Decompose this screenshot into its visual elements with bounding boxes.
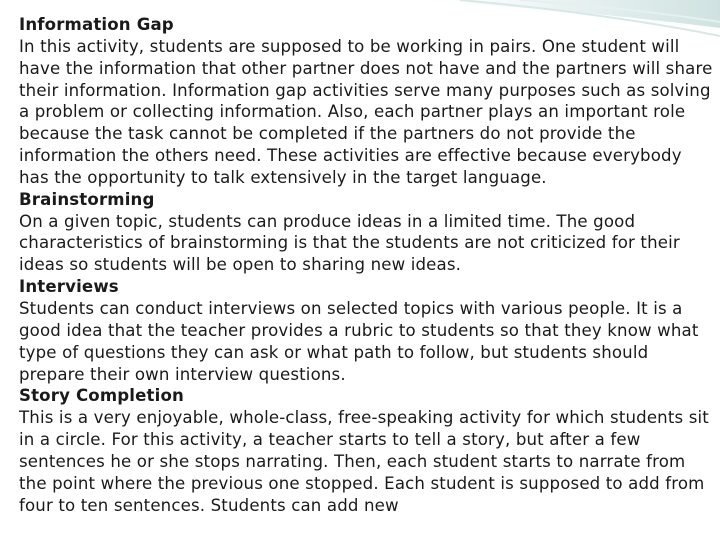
- section-body-interviews: Students can conduct interviews on selected topics with various people. It is a good idea that the teacher provides a rubric to students so that they know what type of questions they can ask or what path to follow, but students should prepare their own interview questions.: [19, 298, 699, 384]
- section-body-brainstorming: On a given topic, students can produce ideas in a limited time. The good characteristics of brainstorming is that the students are not criticized for their ideas so students will be open to sharing new ideas.: [19, 211, 680, 275]
- section-body-information-gap: In this activity, students are supposed to be working in pairs. One student will have the information that other partner does not have and the partners will share their information. Information gap activities serve many purposes such as solving a problem or collecting information. Also, each partner plays an important role because the task cannot be completed if the partners do not provide the information the others need. These activities are effective because everybody has the opportunity to talk extensively in the target language.: [19, 36, 713, 187]
- slide-text-body: [19, 14, 714, 516]
- section-body-story-completion: This is a very enjoyable, whole-class, free-speaking activity for which students sit in a circle. For this activity, a teacher starts to tell a story, but after a few sentences he or she stops narrating. Then, each student starts to narrate from the point where the previous one stopped. Each student is supposed to add from four to ten sentences. Students can add new: [19, 408, 709, 515]
- section-heading-information-gap: Information Gap: [19, 15, 174, 34]
- section-heading-story-completion: Story Completion: [19, 386, 184, 406]
- section-heading-interviews: Interviews: [19, 277, 119, 297]
- section-heading-brainstorming: Brainstorming: [19, 189, 155, 209]
